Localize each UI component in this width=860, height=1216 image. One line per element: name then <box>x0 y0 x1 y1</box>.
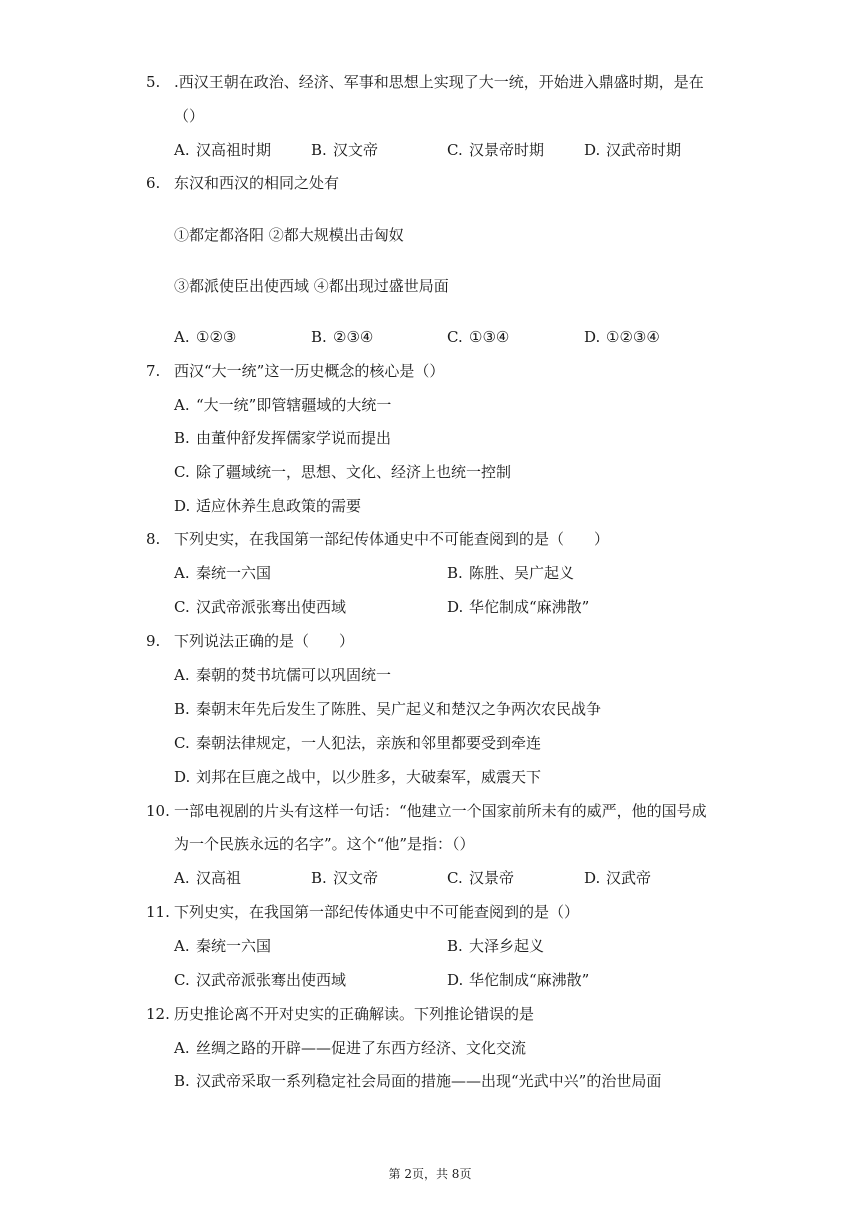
question-10-text: 一部电视剧的片头有这样一句话：“他建立一个国家前所未有的威严，他的国号成 <box>174 802 707 820</box>
question-7-option-d: D. 适应休养生息政策的需要 <box>174 497 362 515</box>
question-5-text: .西汉王朝在政治、经济、军事和思想上实现了大一统，开始进入鼎盛时期，是在 <box>174 73 704 91</box>
question-5-text: （） <box>174 107 205 125</box>
question-10-option-b: B. 汉文帝 <box>311 869 379 887</box>
question-12-option-b: B. 汉武帝采取一系列稳定社会局面的措施——出现“光武中兴”的治世局面 <box>174 1072 662 1090</box>
question-9-option-d: D. 刘邦在巨鹿之战中，以少胜多，大破秦军，威震天下 <box>174 768 542 786</box>
question-6-option-b: B. ②③④ <box>311 328 374 346</box>
question-12-number: 12. <box>146 1005 170 1023</box>
question-6-text: 东汉和西汉的相同之处有 <box>174 174 340 192</box>
question-7-option-a: A. “大一统”即管辖疆域的大统一 <box>174 396 392 414</box>
question-9-option-c: C. 秦朝法律规定，一人犯法，亲族和邻里都要受到牵连 <box>174 734 542 752</box>
question-8-option-d: D. 华佗制成“麻沸散” <box>447 598 590 616</box>
question-7-option-c: C. 除了疆域统一，思想、文化、经济上也统一控制 <box>174 463 512 481</box>
question-5-option-a: A. 汉高祖时期 <box>174 141 272 159</box>
question-9-number: 9. <box>146 632 161 650</box>
question-5-option-c: C. 汉景帝时期 <box>447 141 545 159</box>
question-11-option-d: D. 华佗制成“麻沸散” <box>447 971 590 989</box>
question-9-option-b: B. 秦朝末年先后发生了陈胜、吴广起义和楚汉之争两次农民战争 <box>174 700 602 718</box>
question-9-option-a: A. 秦朝的焚书坑儒可以巩固统一 <box>174 666 392 684</box>
question-10-option-d: D. 汉武帝 <box>584 869 652 887</box>
question-10-option-a: A. 汉高祖 <box>174 869 242 887</box>
question-8-option-c: C. 汉武帝派张骞出使西域 <box>174 598 347 616</box>
question-11-option-a: A. 秦统一六国 <box>174 937 272 955</box>
question-7-text: 西汉“大一统”这一历史概念的核心是（） <box>174 362 445 380</box>
question-10-option-c: C. 汉景帝 <box>447 869 515 887</box>
question-11-number: 11. <box>146 903 170 921</box>
question-5-option-b: B. 汉文帝 <box>311 141 379 159</box>
question-8-text: 下列史实，在我国第一部纪传体通史中不可能查阅到的是（ ） <box>174 530 610 548</box>
question-10-text: 为一个民族永远的名字”。这个“他”是指：（） <box>174 835 475 853</box>
question-6-number: 6. <box>146 174 161 192</box>
question-5-option-d: D. 汉武帝时期 <box>584 141 682 159</box>
question-7-option-b: B. 由董仲舒发挥儒家学说而提出 <box>174 429 392 447</box>
question-8-number: 8. <box>146 530 161 548</box>
question-7-number: 7. <box>146 362 161 380</box>
question-10-number: 10. <box>146 802 170 820</box>
question-12-option-a: A. 丝绸之路的开辟——促进了东西方经济、文化交流 <box>174 1039 527 1057</box>
question-6-option-d: D. ①②③④ <box>584 328 660 346</box>
question-6-text: ①都定都洛阳 ②都大规模出击匈奴 <box>174 226 404 244</box>
question-8-option-b: B. 陈胜、吴广起义 <box>447 564 575 582</box>
question-6-option-c: C. ①③④ <box>447 328 510 346</box>
question-8-option-a: A. 秦统一六国 <box>174 564 272 582</box>
question-9-text: 下列说法正确的是（ ） <box>174 632 355 650</box>
question-12-text: 历史推论离不开对史实的正确解读。下列推论错误的是 <box>174 1005 535 1023</box>
question-6-option-a: A. ①②③ <box>174 328 237 346</box>
question-11-option-c: C. 汉武帝派张骞出使西域 <box>174 971 347 989</box>
question-11-text: 下列史实，在我国第一部纪传体通史中不可能查阅到的是（） <box>174 903 580 921</box>
page-footer: 第 2页，共 8页 <box>388 1167 472 1181</box>
question-11-option-b: B. 大泽乡起义 <box>447 937 545 955</box>
question-5-number: 5. <box>146 73 161 91</box>
question-6-text: ③都派使臣出使西域 ④都出现过盛世局面 <box>174 277 449 295</box>
